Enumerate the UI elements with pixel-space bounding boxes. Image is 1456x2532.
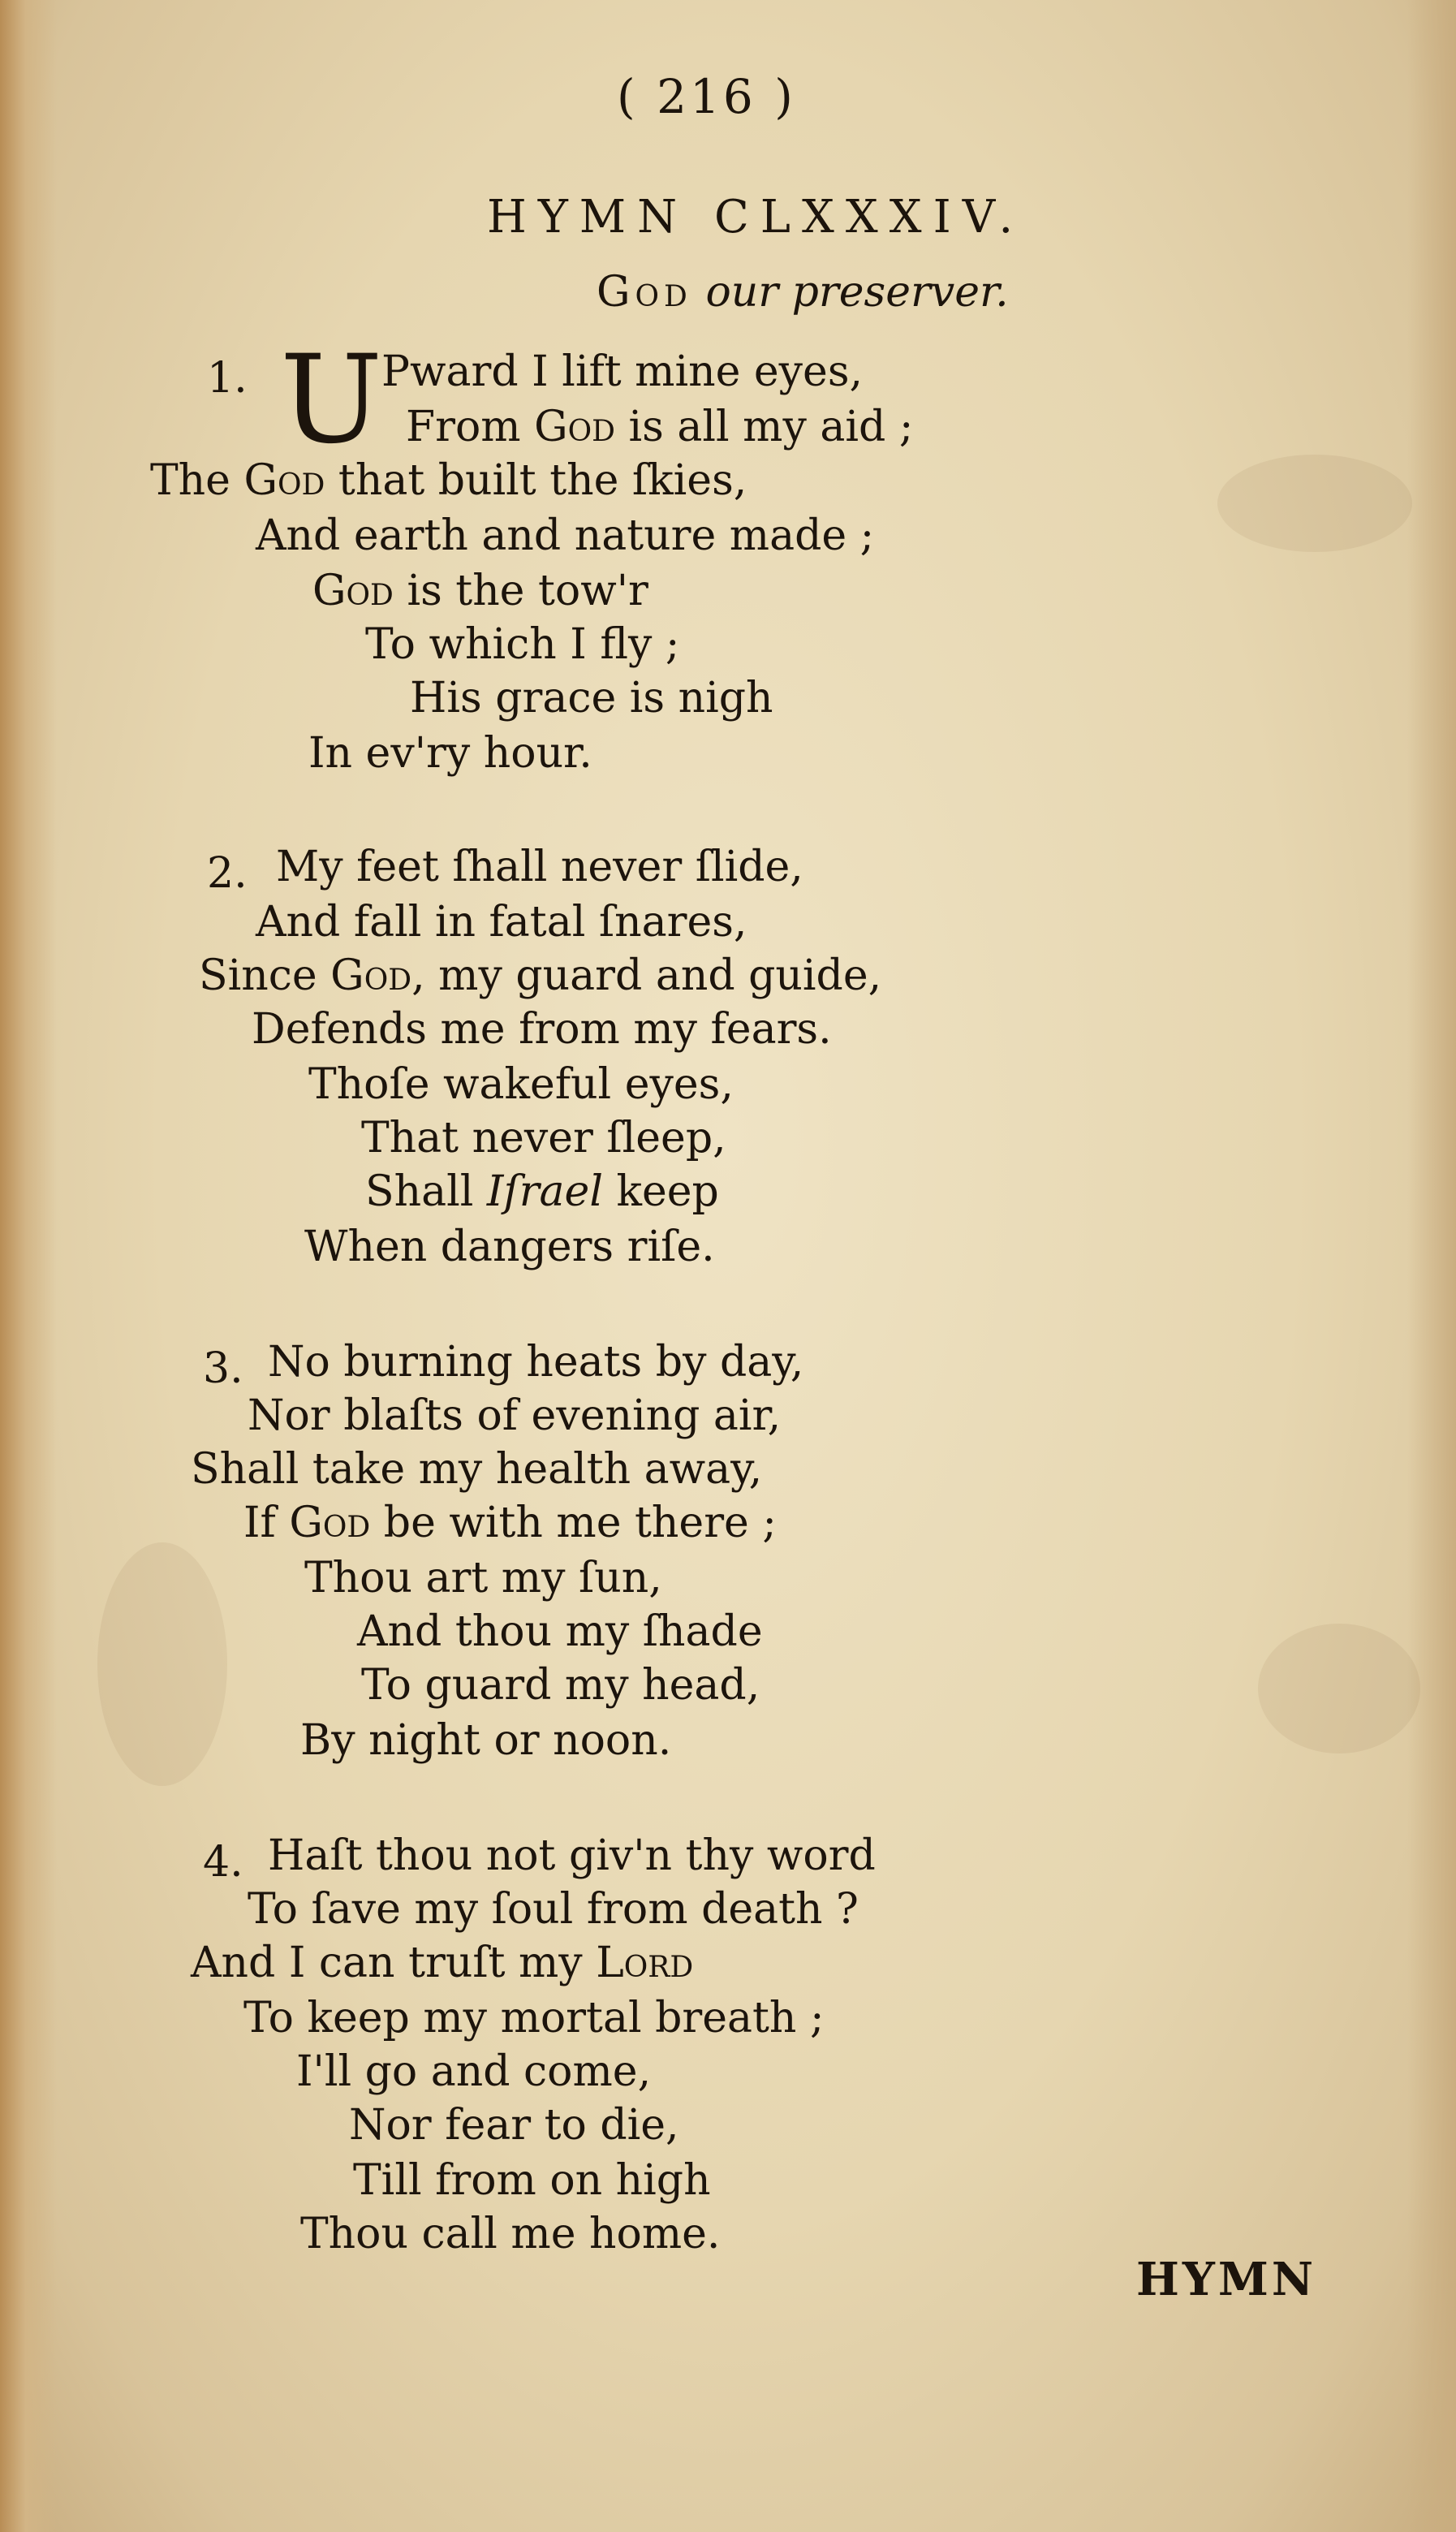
verse-line: And I can truſt my Lord	[191, 1939, 694, 1987]
verse-line: Shall take my health away,	[191, 1445, 763, 1494]
verse-line: To which I fly ;	[365, 620, 680, 669]
verse-line: In ev'ry hour.	[308, 729, 592, 778]
hymn-title: HYMN CLXXXIV.	[487, 191, 1025, 244]
verse-line: Shall Iſrael keep	[365, 1167, 719, 1216]
verse-number: 3.	[203, 1344, 243, 1393]
verse-line: To keep my mortal breath ;	[243, 1994, 825, 2042]
verse-line: If God be with me there ;	[243, 1499, 777, 1547]
paper-stain	[1258, 1624, 1420, 1753]
verse-line: And thou my ſhade	[357, 1607, 763, 1656]
subtitle-preserver: our preserver.	[705, 268, 1009, 317]
page-edge-left	[0, 0, 57, 2532]
verse-line: Thou art my ſun,	[304, 1554, 662, 1602]
verse-line: Till from on high	[353, 2156, 711, 2205]
verse-line: Since God, my guard and guide,	[199, 951, 882, 1000]
verse-line: From God is all my aid ;	[406, 403, 914, 451]
verse-line: Nor fear to die,	[349, 2101, 679, 2150]
verse-line: His grace is nigh	[410, 674, 773, 723]
paper-stain	[1217, 455, 1412, 552]
verse-line: Pward I lift mine eyes,	[381, 347, 864, 396]
verse-number: 1.	[207, 354, 248, 403]
verse-number: 4.	[203, 1838, 243, 1887]
verse-line: My feet ſhall never ſlide,	[276, 843, 803, 891]
page-edge-right	[1407, 0, 1456, 2532]
catchword: HYMN	[1136, 2253, 1317, 2306]
hymn-subtitle	[597, 268, 1009, 317]
verse-line: To ſave my ſoul from death ?	[248, 1885, 859, 1934]
verse-line: Defends me from my fears.	[252, 1005, 832, 1054]
verse-line: And fall in fatal ſnares,	[256, 898, 747, 947]
page-number: ( 216 )	[617, 69, 796, 124]
verse-line: The God that built the ſkies,	[150, 456, 747, 505]
verse-line: To guard my head,	[361, 1661, 760, 1710]
verse-line: God is the tow'r	[312, 567, 648, 615]
paper-stain	[97, 1542, 227, 1786]
verse-line: Thou call me home.	[300, 2210, 721, 2258]
verse-number: 2.	[207, 849, 248, 898]
verse-line: That never ſleep,	[361, 1114, 726, 1162]
verse-line: No burning heats by day,	[268, 1338, 804, 1387]
verse-line: Haſt thou not giv'n thy word	[268, 1831, 876, 1880]
verse-line: By night or noon.	[300, 1716, 672, 1765]
verse-line: Thoſe wakeful eyes,	[308, 1060, 734, 1109]
drop-cap-u: U	[280, 330, 383, 471]
verse-line: Nor blaſts of evening air,	[248, 1391, 782, 1440]
verse-line: And earth and nature made ;	[256, 511, 875, 560]
subtitle-god: God	[597, 268, 692, 317]
verse-line: When dangers riſe.	[304, 1223, 715, 1271]
verse-line: I'll go and come,	[296, 2047, 652, 2096]
